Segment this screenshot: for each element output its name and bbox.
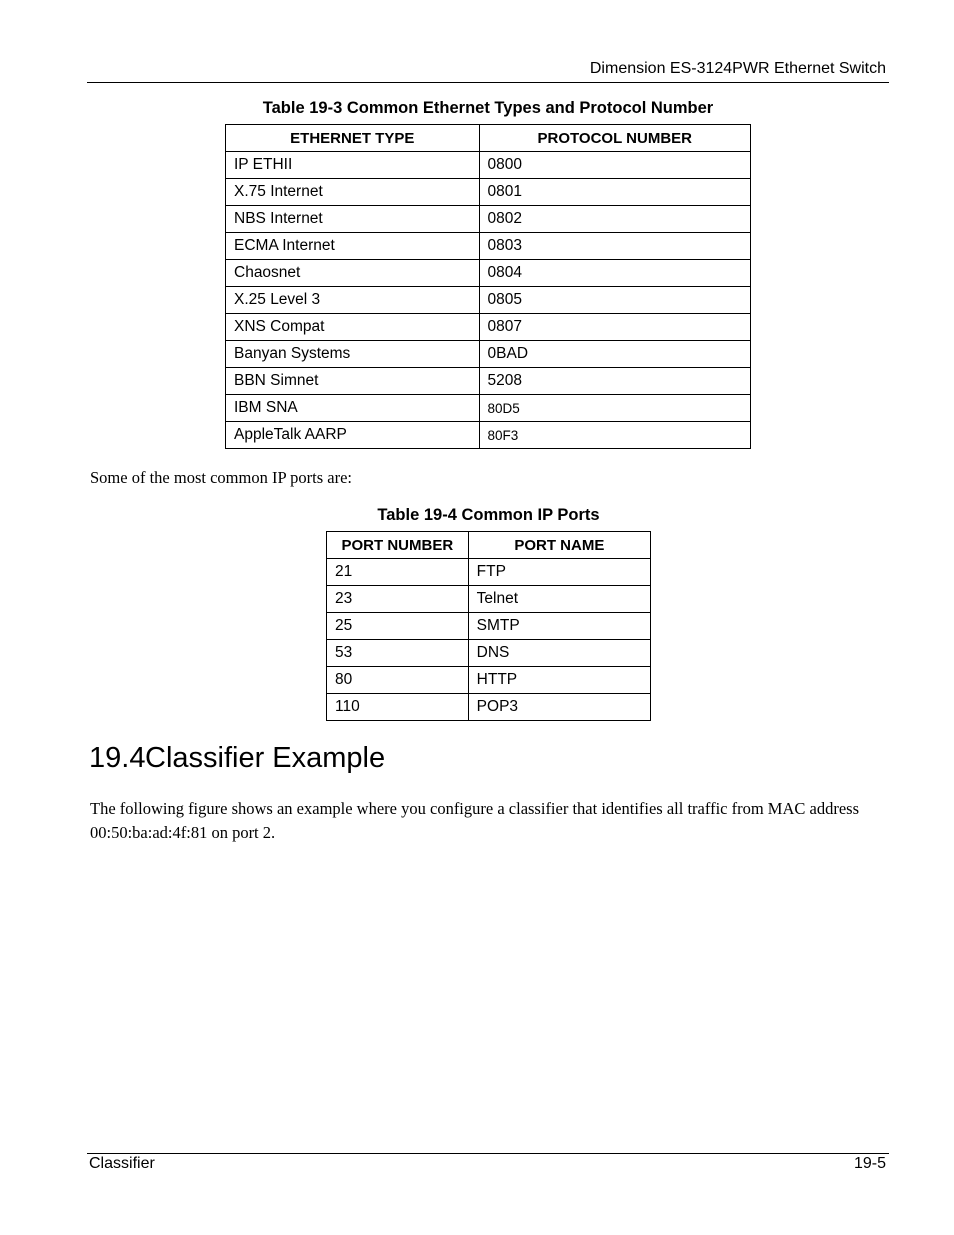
table-row [226, 314, 751, 341]
port-name-cell: POP3 [468, 694, 650, 721]
table-header-row [327, 532, 651, 559]
table-row [226, 179, 751, 206]
ethernet-type-cell: XNS Compat [226, 314, 480, 341]
table-row [327, 694, 651, 721]
footer-rule [87, 1153, 889, 1154]
table-row [226, 260, 751, 287]
table-row [327, 586, 651, 613]
ethernet-type-cell: IBM SNA [226, 395, 480, 422]
port-number-cell: 25 [327, 613, 469, 640]
port-number-cell: 21 [327, 559, 469, 586]
table-row [226, 368, 751, 395]
table-row [226, 152, 751, 179]
protocol-number-cell: 5208 [479, 368, 750, 395]
table-row [226, 233, 751, 260]
table-row [226, 341, 751, 368]
table1-caption: Table 19-3 Common Ethernet Types and Protocol Number [262, 99, 714, 117]
ethernet-type-cell: Banyan Systems [226, 341, 480, 368]
table-row [226, 287, 751, 314]
column-header-protocol-number: PROTOCOL NUMBER [479, 125, 750, 152]
ethernet-type-cell: NBS Internet [226, 206, 480, 233]
port-number-cell: 53 [327, 640, 469, 667]
header-rule [87, 82, 889, 83]
section-title: Classifier Example [145, 742, 386, 774]
port-name-cell: FTP [468, 559, 650, 586]
protocol-number-cell: 0807 [479, 314, 750, 341]
port-name-cell: DNS [468, 640, 650, 667]
port-name-cell: Telnet [468, 586, 650, 613]
protocol-number-cell: 0801 [479, 179, 750, 206]
port-name-cell: SMTP [468, 613, 650, 640]
protocol-number-cell: 0804 [479, 260, 750, 287]
table-row [327, 640, 651, 667]
ethernet-type-cell: ECMA Internet [226, 233, 480, 260]
ethernet-type-cell: X.75 Internet [226, 179, 480, 206]
protocol-number-cell: 0BAD [479, 341, 750, 368]
table-row [226, 206, 751, 233]
ethernet-type-cell: AppleTalk AARP [226, 422, 480, 449]
column-header-port-number: PORT NUMBER [327, 532, 469, 559]
table-header-row [226, 125, 751, 152]
footer-chapter-name: Classifier [89, 1155, 155, 1172]
protocol-number-cell: 80F3 [479, 422, 750, 449]
protocol-number-cell: 0803 [479, 233, 750, 260]
column-header-ethernet-type: ETHERNET TYPE [226, 125, 480, 152]
table-row [327, 559, 651, 586]
protocol-number-cell: 0805 [479, 287, 750, 314]
table2-caption: Table 19-4 Common IP Ports [377, 506, 600, 524]
ethernet-type-cell: X.25 Level 3 [226, 287, 480, 314]
ethernet-type-cell: Chaosnet [226, 260, 480, 287]
ethernet-type-cell: IP ETHII [226, 152, 480, 179]
footer-page-number: 19-5 [853, 1155, 886, 1172]
port-number-cell: 23 [327, 586, 469, 613]
intro-paragraph: Some of the most common IP ports are: [90, 468, 352, 487]
port-number-cell: 110 [327, 694, 469, 721]
section-heading [89, 742, 385, 775]
port-number-cell: 80 [327, 667, 469, 694]
section-number: 19.4 [89, 742, 146, 774]
ethernet-types-table [225, 124, 751, 449]
table-row [327, 667, 651, 694]
column-header-port-name: PORT NAME [468, 532, 650, 559]
table-row [226, 395, 751, 422]
section-body-paragraph: The following figure shows an example where you configure a classifier that identifies all traffic from MAC address 00:50:ba:ad:4f:81 on port 2. [90, 799, 859, 842]
table-row [226, 422, 751, 449]
protocol-number-cell: 0800 [479, 152, 750, 179]
table-row [327, 613, 651, 640]
ip-ports-table [326, 531, 651, 721]
running-header: Dimension ES-3124PWR Ethernet Switch [589, 60, 886, 77]
protocol-number-cell: 80D5 [479, 395, 750, 422]
port-name-cell: HTTP [468, 667, 650, 694]
ethernet-type-cell: BBN Simnet [226, 368, 480, 395]
protocol-number-cell: 0802 [479, 206, 750, 233]
